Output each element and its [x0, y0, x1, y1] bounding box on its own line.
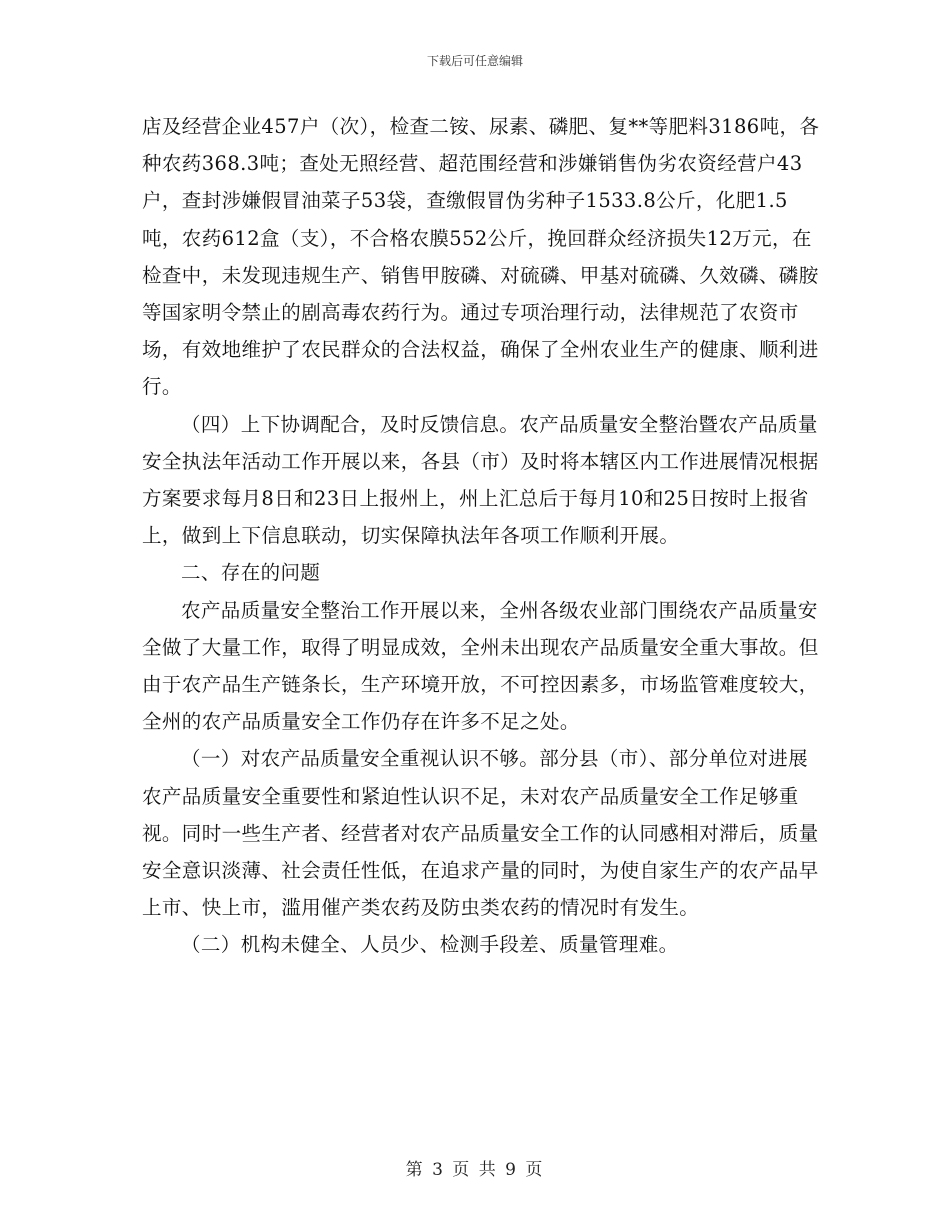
paragraph-problems-intro: 农产品质量安全整治工作开展以来，全州各级农业部门围绕农产品质量安全做了大量工作，取得了明显成效，全州未出现农产品质量安全重大事故。但由于农产品生产链条长，生产环境开放，不可控因素多，市场监管难度较大，全州的农产品质量安全工作仍存在许多不足之处。: [142, 598, 819, 734]
page-number: 第 3 页 共 9 页: [405, 1160, 545, 1180]
paragraph-section-4: （四）上下协调配合，及时反馈信息。农产品质量安全整治暨农产品质量安全执法年活动工作开展以来，各县（市）及时将本辖区内工作进展情况根据方案要求每月8日和23日上报州上，州上汇总后于每月10和25日按时上报省上，做到上下信息联动，切实保障执法年各项工作顺利开展。: [142, 412, 819, 548]
paragraph-problem-1: （一）对农产品质量安全重视认识不够。部分县（市）、部分单位对进展农产品质量安全重要性和紧迫性认识不足，未对农产品质量安全工作足够重视。同时一些生产者、经营者对农产品质量安全工作的认同感相对滞后，质量安全意识淡薄、社会责任性低，在追求产量的同时，为使自家生产的农产品早上市、快上市，滥用催产类农药及防虫类农药的情况时有发生。: [142, 747, 819, 920]
page-header-note: 下载后可任意编辑: [426, 54, 523, 68]
document-body: [142, 108, 822, 964]
paragraph-continued: 店及经营企业457户（次），检查二铵、尿素、磷肥、复**等肥料3186吨，各种农药368.3吨；查处无照经营、超范围经营和涉嫌销售伪劣农资经营户43户，查封涉嫌假冒油菜子53袋，查缴假冒伪劣种子1533.8公斤，化肥1.5吨，农药612盒（支），不合格农膜552公斤，挽回群众经济损失12万元，在检查中，未发现违规生产、销售甲胺磷、对硫磷、甲基对硫磷、久效磷、磷胺等国家明令禁止的剧高毒农药行为。通过专项治理行动，法律规范了农资市场，有效地维护了农民群众的合法权益，确保了全州农业生产的健康、顺利进行。: [142, 115, 820, 399]
paragraph-problem-2: （二）机构未健全、人员少、检测手段差、质量管理难。: [181, 933, 679, 957]
section-heading-problems: 二、存在的问题: [181, 561, 321, 585]
